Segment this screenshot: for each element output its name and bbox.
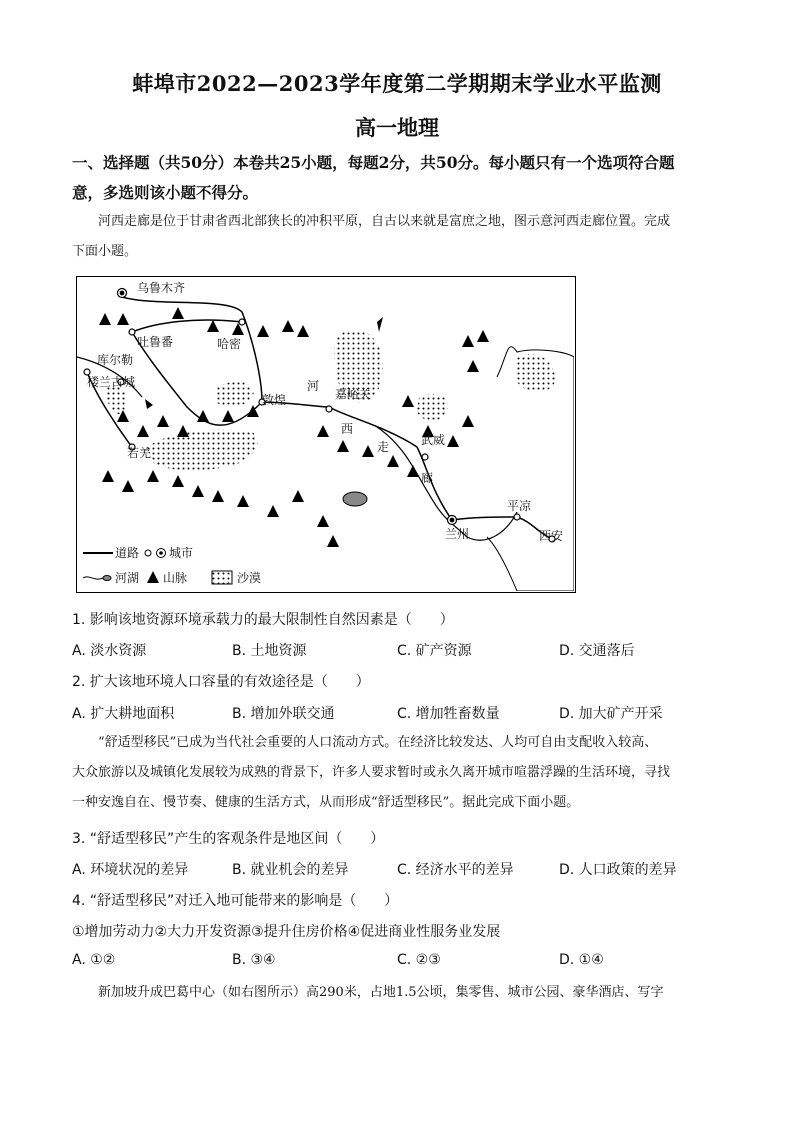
river-yellow bbox=[377, 427, 517, 540]
city-label-wuwei: 武威 bbox=[421, 433, 446, 447]
desert-kumtag bbox=[147, 429, 258, 470]
q1-option-b[interactable]: B. 土地资源 bbox=[232, 643, 307, 659]
q1-option-c[interactable]: C. 矿产资源 bbox=[397, 643, 472, 659]
desert-tengger bbox=[417, 394, 448, 421]
question-2-stem: 2. 扩大该地环境人口容量的有效途径是（ ） bbox=[72, 674, 370, 690]
road-hami bbox=[132, 320, 242, 332]
city-label-loulan: 楼兰古城 bbox=[87, 375, 136, 389]
map-graphic bbox=[77, 277, 574, 591]
legend-desert: 沙漠 bbox=[237, 571, 262, 585]
passage-migration-line-2: 大众旅游以及城镇化发展较为成熟的背景下，许多人要求暂时或永久离开城市喧嚣浮躁的生活环境，寻找 bbox=[72, 765, 671, 780]
desert-ordos bbox=[517, 354, 555, 393]
passage-hexi-line-2: 下面小题。 bbox=[72, 244, 138, 259]
question-1-stem: 1. 影响该地资源环境承载力的最大限制性自然因素是（ ） bbox=[72, 612, 454, 628]
q4-option-d[interactable]: D. ①④ bbox=[559, 952, 604, 968]
q2-option-d[interactable]: D. 加大矿产开采 bbox=[559, 706, 663, 722]
legend-river-lake: 河湖 bbox=[115, 571, 140, 585]
legend-graphic bbox=[83, 549, 232, 585]
passage-hexi bbox=[72, 207, 722, 267]
question-3-stem: 3. “舒适型移民”产生的客观条件是地区间（ ） bbox=[72, 831, 385, 847]
q1-option-a[interactable]: A. 淡水资源 bbox=[72, 643, 147, 659]
q3-option-d[interactable]: D. 人口政策的差异 bbox=[559, 862, 677, 878]
region-char-lang: 廊 bbox=[421, 471, 434, 485]
lake-lop bbox=[145, 399, 153, 409]
region-char-zou: 走 bbox=[377, 440, 390, 454]
lake-qinghai bbox=[343, 492, 367, 506]
question-4-stem: 4. “舒适型移民”对迁入地可能带来的影响是（ ） bbox=[72, 893, 399, 909]
region-char-he: 河 bbox=[307, 379, 320, 393]
q4-option-a[interactable]: A. ①② bbox=[72, 952, 116, 968]
q3-option-b[interactable]: B. 就业机会的差异 bbox=[232, 862, 349, 878]
q3-option-c[interactable]: C. 经济水平的差异 bbox=[397, 862, 514, 878]
river-north bbox=[377, 317, 383, 332]
q1-option-d[interactable]: D. 交通落后 bbox=[559, 643, 635, 659]
city-label-lanzhou: 兰州 bbox=[445, 527, 470, 541]
city-label-jiayuguan: 嘉峪关 bbox=[335, 387, 372, 401]
city-label-hami: 哈密 bbox=[217, 337, 242, 351]
section-line-2: 意，多选则该小题不得分。 bbox=[72, 183, 259, 202]
desert-central bbox=[215, 382, 254, 406]
road-main bbox=[122, 297, 552, 539]
passage-hexi-line-1: 河西走廊是位于甘肃省西北部狭长的冲积平原，自古以来就是富庶之地，图示意河西走廊位置。完成 bbox=[98, 214, 671, 229]
hexi-corridor-map bbox=[76, 276, 576, 593]
section-line-1: 一、选择题（共50分）本卷共25小题，每题2分，共50分。每小题只有一个选项符合题 bbox=[72, 153, 675, 172]
city-label-xian: 西安 bbox=[539, 529, 564, 543]
exam-subtitle: 高一地理 bbox=[355, 115, 439, 140]
q4-option-c[interactable]: C. ②③ bbox=[397, 952, 441, 968]
q2-option-c[interactable]: C. 增加牲畜数量 bbox=[397, 706, 500, 722]
exam-title: 蚌埠市2022—2023学年度第二学期期末学业水平监测 bbox=[132, 71, 662, 96]
city-label-urumqi: 乌鲁木齐 bbox=[137, 281, 186, 295]
passage-migration-line-3: 一种安逸自在、慢节奏、健康的生活方式，从而形成“舒适型移民”。据此完成下面小题。 bbox=[72, 795, 580, 810]
city-label-ruoqiang: 若羌 bbox=[127, 446, 152, 460]
city-label-dunhuang: 敦煌 bbox=[262, 393, 287, 407]
q2-option-a[interactable]: A. 扩大耕地面积 bbox=[72, 706, 175, 722]
city-markers bbox=[84, 289, 555, 543]
desert-lop bbox=[107, 386, 128, 414]
legend-mountain: 山脉 bbox=[163, 571, 188, 585]
city-label-turpan: 吐鲁番 bbox=[137, 335, 174, 349]
passage-singapore bbox=[72, 978, 722, 1008]
q4-option-b[interactable]: B. ③④ bbox=[232, 952, 276, 968]
section-instructions bbox=[72, 148, 722, 208]
passage-singapore-line-1: 新加坡升成巴葛中心（如右图所示）高290米，占地1.5公顷，集零售、城市公园、豪华酒店、写字 bbox=[98, 985, 664, 1000]
legend-road: 道路 bbox=[115, 546, 140, 560]
city-label-pingliang: 平凉 bbox=[507, 499, 532, 513]
city-label-korla: 库尔勒 bbox=[97, 353, 134, 367]
legend-city: 城市 bbox=[169, 546, 194, 560]
q3-option-a[interactable]: A. 环境状况的差异 bbox=[72, 862, 189, 878]
passage-migration-line-1: “舒适型移民”已成为当代社会重要的人口流动方式。在经济比较发达、人均可自由支配收入较高、 bbox=[98, 735, 658, 750]
region-char-xi: 西 bbox=[341, 422, 354, 436]
passage-migration bbox=[72, 728, 722, 818]
q2-option-b[interactable]: B. 增加外联交通 bbox=[232, 706, 335, 722]
question-4-statements: ①增加劳动力②大力开发资源③提升住房价格④促进商业性服务业发展 bbox=[72, 924, 501, 940]
